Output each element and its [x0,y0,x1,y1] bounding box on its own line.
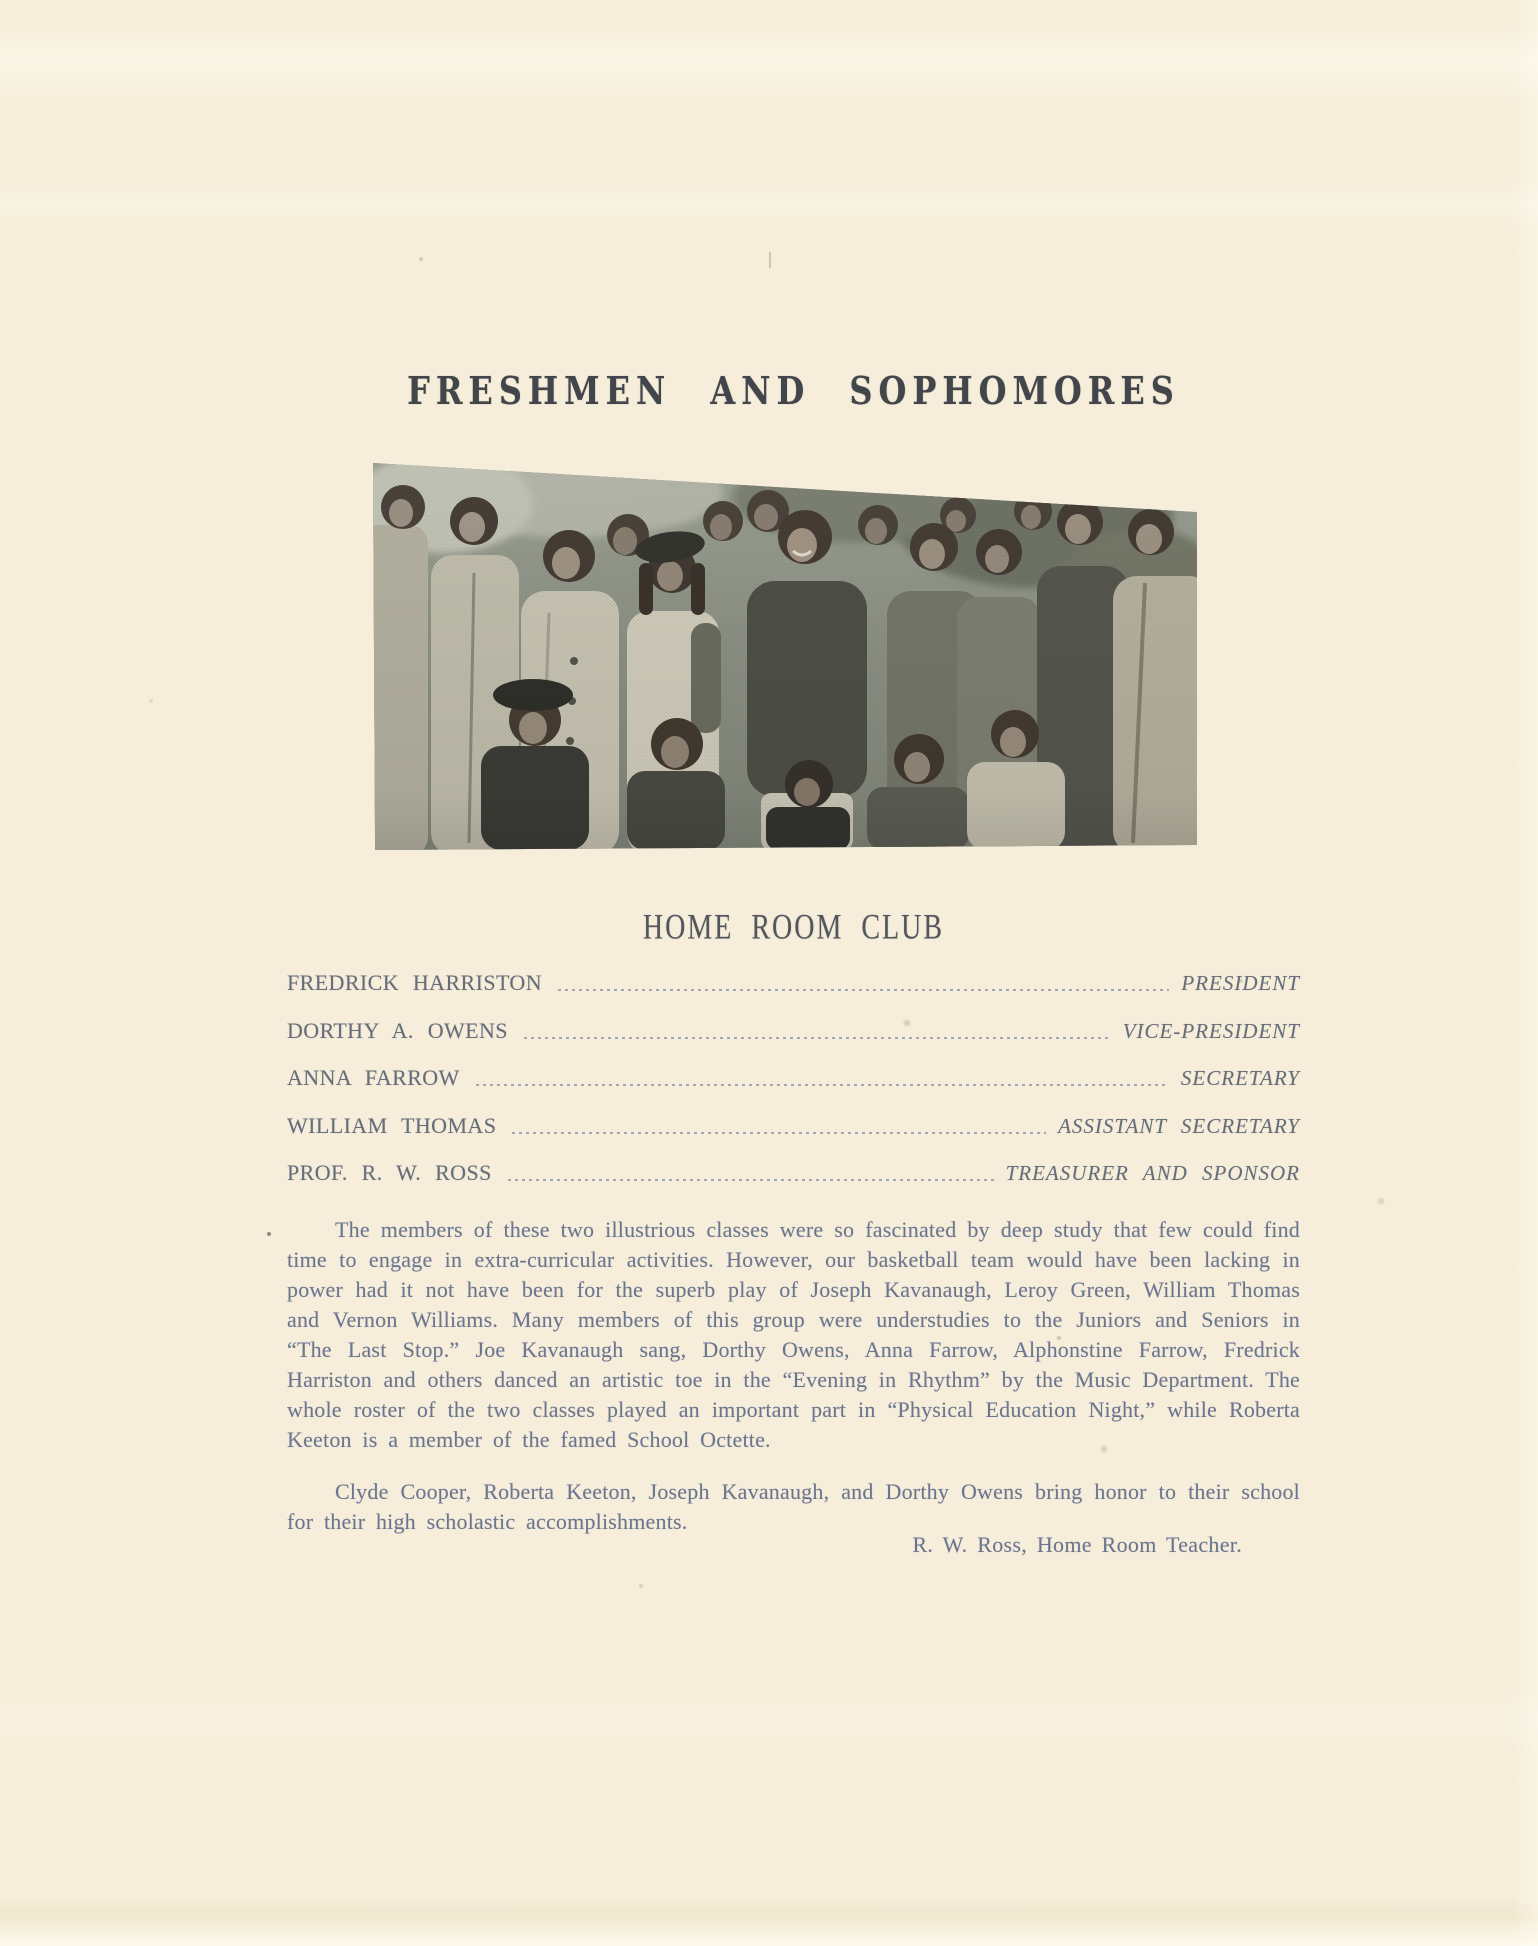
roster-member-name: WILLIAM THOMAS [287,1113,497,1138]
roster-member-name: DORTHY A. OWENS [287,1018,508,1043]
paper-bottom-edge [0,1896,1538,1946]
roster-row [287,1158,1300,1186]
group-photo [373,463,1197,850]
paragraph-honors: Clyde Cooper, Roberta Keeton, Joseph Kavanaugh, and Dorthy Owens bring honor to their school for their high scholastic accomplishments. [287,1479,1300,1534]
paper-speckles [0,0,2,2]
paragraph-activities: The members of these two illustrious classes were so fascinated by deep study that few could find time to engage in extra-curricular activities. However, our basketball team would have been lacking in power had it not have been for the superb play of Joseph Kavanaugh, Leroy Green, William Thomas and Vernon Williams. Many members of this group were understudies to the Juniors and Seniors in “The Last Stop.” Joe Kavanaugh sang, Dorthy Owens, Anna Farrow, Alphonstine Farrow, Fredrick Harriston and others danced an artistic toe in the “Evening in Rhythm” by the Music Department. The whole roster of the two classes played an important part in “Physical Education Night,” while Roberta Keeton is a member of the famed School Octette. [287,1217,1300,1452]
dotted-leader [512,1132,1046,1134]
paper-right-edge [1512,0,1538,1946]
roster-member-title: TREASURER AND SPONSOR [1005,1161,1300,1185]
dotted-leader [558,989,1169,991]
roster-member-title: PRESIDENT [1181,971,1300,995]
group-photo-illustration [373,463,1197,850]
roster-member-name: PROF. R. W. ROSS [287,1160,492,1185]
roster-row [287,1063,1300,1091]
club-heading: HOME ROOM CLUB [642,908,945,948]
roster-row [287,968,1300,996]
roster-row [287,1111,1300,1139]
paper-light-band [0,182,1538,226]
roster-member-title: SECRETARY [1180,1066,1300,1090]
roster-member-title: VICE-PRESIDENT [1122,1019,1300,1043]
roster-row [287,1016,1300,1044]
paper-light-band [0,26,1538,104]
page-title: FRESHMEN AND SOPHOMORES [407,368,1180,414]
dotted-leader [524,1037,1111,1039]
roster-member-name: FREDRICK HARRISTON [287,970,542,995]
teacher-signature: R. W. Ross, Home Room Teacher. [912,1532,1242,1557]
roster-member-name: ANNA FARROW [287,1065,460,1090]
paper-crease-mark [769,252,771,268]
dotted-leader [508,1179,994,1181]
paper-light-band [0,1690,1538,1750]
roster-member-title: ASSISTANT SECRETARY [1058,1114,1300,1138]
dotted-leader [476,1084,1169,1086]
